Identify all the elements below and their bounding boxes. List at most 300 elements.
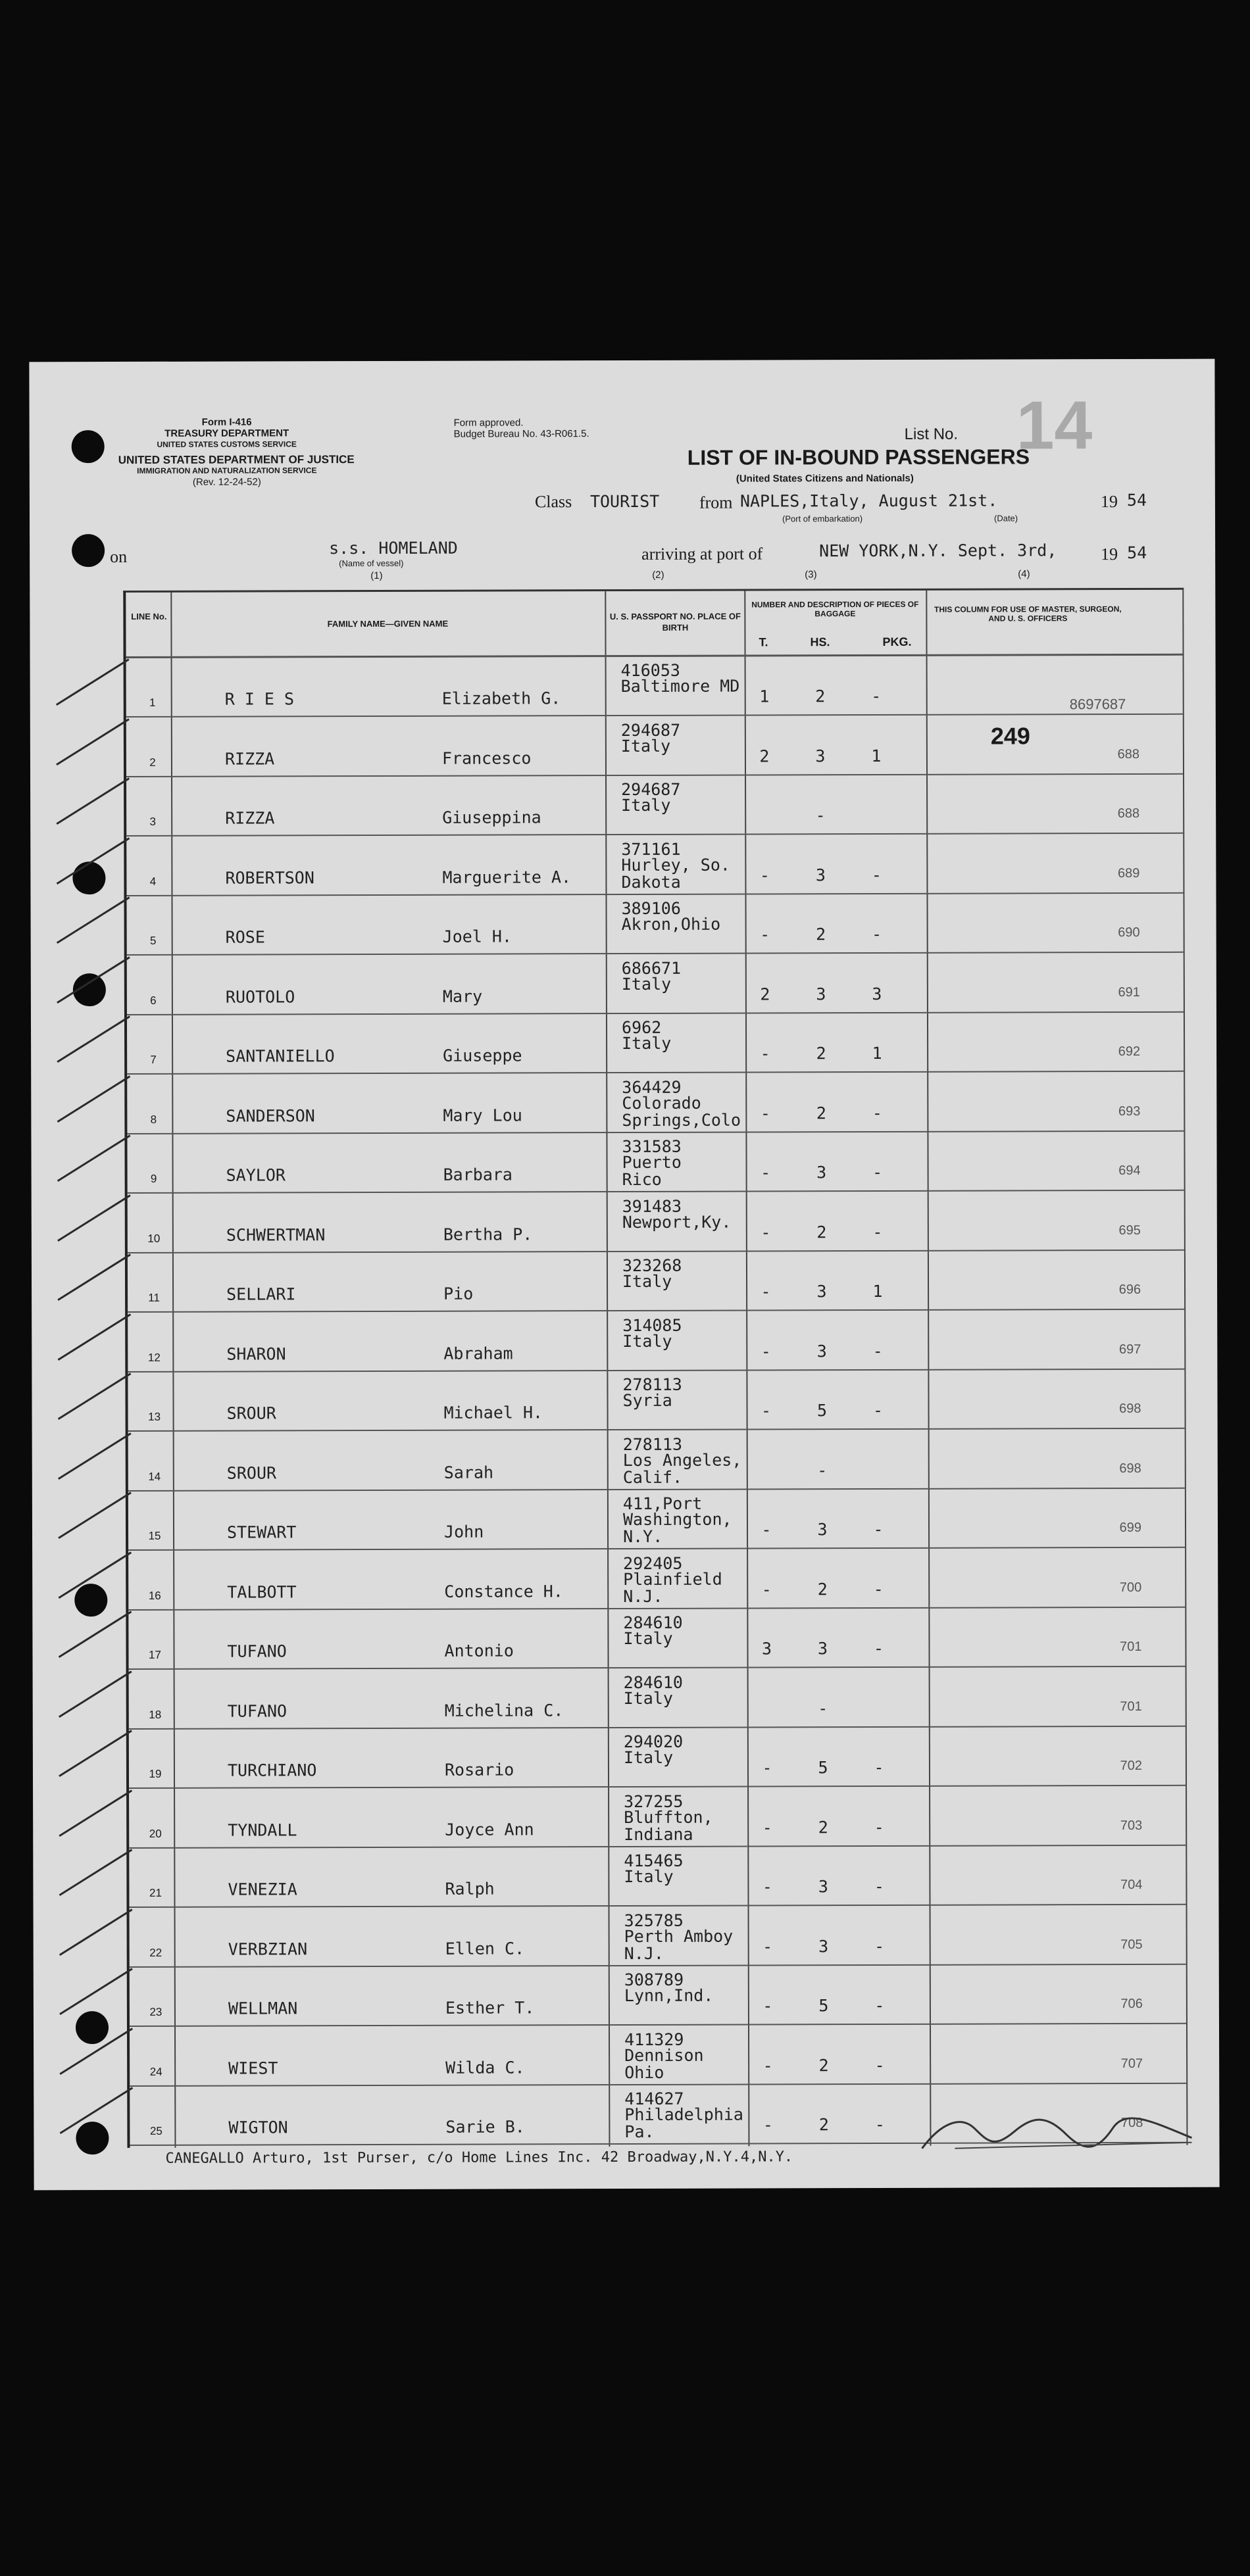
year-value: 54 — [1127, 543, 1147, 562]
class-value: TOURIST — [589, 491, 660, 512]
check-mark — [59, 1908, 133, 1956]
form-block — [118, 416, 355, 488]
table-row — [126, 894, 1183, 956]
page-title: LIST OF IN-BOUND PASSENGERS — [687, 445, 1030, 470]
passport-number: 327255 — [624, 1791, 684, 1811]
place-of-birth: Los Angeles, — [622, 1450, 742, 1470]
family-name: TURCHIANO — [227, 1761, 317, 1780]
place-of-birth-cont: Dakota — [621, 872, 681, 892]
place-of-birth: Newport,Ky. — [622, 1212, 732, 1232]
bag-trunks: - — [762, 1817, 772, 1837]
given-name: Elizabeth G. — [441, 689, 561, 708]
line-number: 11 — [148, 1291, 160, 1304]
bag-trunks: - — [762, 2055, 773, 2075]
bag-trunks: - — [761, 1222, 771, 1242]
given-name: Wilda C. — [445, 2057, 525, 2078]
bag-trunks: - — [761, 1520, 772, 1540]
place-of-birth: Italy — [622, 1331, 672, 1351]
bag-packages: - — [874, 1995, 885, 2016]
header-line-no: LINE No. — [131, 611, 167, 621]
place-of-birth: Italy — [622, 1271, 672, 1292]
bag-hand-suitcases: 5 — [816, 1401, 828, 1421]
line-number: 5 — [149, 934, 157, 947]
pencil-marks — [29, 359, 1214, 362]
table-row — [127, 1072, 1184, 1134]
family-name: WIGTON — [228, 2118, 288, 2137]
bag-trunks: - — [760, 1103, 770, 1123]
passport-number: 389106 — [621, 898, 681, 919]
check-mark — [57, 1194, 131, 1242]
bag-trunks: - — [762, 1996, 773, 2016]
place-of-birth-cont: N.Y. — [623, 1526, 663, 1547]
passport-number: 414627 — [624, 2089, 684, 2109]
place-of-birth-cont: Indiana — [624, 1824, 693, 1844]
given-name: Pio — [443, 1284, 474, 1303]
family-name: TUFANO — [227, 1641, 287, 1661]
family-name: R I E S — [224, 689, 295, 709]
place-of-birth-cont: N.J. — [623, 1586, 663, 1606]
bag-trunks: - — [760, 925, 770, 944]
bag-packages: - — [872, 1222, 883, 1242]
officer-number: 691 — [1118, 984, 1140, 1000]
header-officers: THIS COLUMN FOR USE OF MASTER, SURGEON, AND U. S. OFFICERS — [934, 604, 1122, 623]
bag-packages: 1 — [871, 746, 882, 766]
approval-line: Form approved. — [453, 417, 524, 429]
place-of-birth: Puerto — [622, 1152, 682, 1173]
list-no-label: List No. — [904, 425, 959, 443]
family-name: SELLARI — [226, 1284, 296, 1304]
family-name: VENEZIA — [228, 1880, 297, 1899]
given-name: Marguerite A. — [442, 867, 572, 887]
bag-hand-suitcases: 2 — [816, 1103, 826, 1123]
family-name: RUOTOLO — [225, 986, 295, 1007]
place-of-birth: Syria — [622, 1390, 672, 1411]
line-number: 14 — [148, 1470, 161, 1483]
check-mark — [57, 1075, 131, 1123]
header-name: FAMILY NAME—GIVEN NAME — [327, 618, 449, 629]
passport-number: 278113 — [622, 1434, 683, 1454]
passport-number: 292405 — [623, 1553, 683, 1573]
officer-number: 701 — [1120, 1699, 1142, 1714]
treasury-dept: TREASURY DEPARTMENT — [164, 427, 289, 439]
family-name: SCHWERTMAN — [226, 1225, 326, 1245]
check-mark — [59, 1670, 132, 1718]
given-name: Mary Lou — [443, 1105, 522, 1125]
given-name: Joel H. — [442, 927, 512, 946]
passport-number: 314085 — [622, 1315, 682, 1335]
place-of-birth: Italy — [621, 974, 672, 994]
family-name: RIZZA — [224, 748, 275, 769]
purser-footer: CANEGALLO Arturo, 1st Purser, c/o Home Lines Inc. 42 Broadway,N.Y.4,N.Y. — [165, 2149, 793, 2167]
header-bag-t: T. — [759, 635, 768, 649]
place-of-birth: Italy — [623, 1688, 673, 1708]
table-row — [129, 1667, 1186, 1729]
bag-packages: - — [871, 865, 882, 885]
check-mark — [59, 1789, 132, 1837]
line-number: 4 — [149, 875, 157, 888]
bag-packages: - — [872, 1162, 883, 1182]
place-of-birth: Plainfield — [623, 1569, 722, 1589]
family-name: WELLMAN — [228, 1999, 298, 2018]
header-bag-pkg: PKG. — [882, 635, 912, 648]
passport-number: 294687 — [621, 779, 681, 800]
given-name: Constance H. — [444, 1581, 563, 1601]
officer-number: 690 — [1118, 925, 1140, 940]
stamp-number: 249 — [990, 722, 1030, 750]
family-name: SANDERSON — [226, 1106, 315, 1126]
line-number: 2 — [149, 756, 156, 769]
passport-number: 325785 — [624, 1910, 684, 1930]
line-number: 3 — [149, 815, 156, 828]
passport-number: 323268 — [622, 1255, 682, 1276]
passport-number: 278113 — [622, 1374, 682, 1395]
check-mark — [59, 1968, 133, 2015]
check-mark — [59, 1730, 132, 1777]
place-of-birth-cont: Calif. — [622, 1467, 683, 1487]
check-mark — [58, 1373, 132, 1420]
place-of-birth-cont: Springs,Colo — [622, 1110, 741, 1130]
from-label: from — [699, 493, 733, 512]
family-name: WIEST — [228, 2058, 278, 2078]
place-of-birth: Italy — [622, 1033, 672, 1054]
arriving-label: arriving at port of — [641, 544, 763, 564]
line-number: 13 — [148, 1410, 161, 1423]
check-mark — [57, 1015, 130, 1063]
check-mark — [58, 1313, 132, 1361]
from-value: NAPLES,Italy, August 21st. — [739, 491, 998, 511]
line-number: 16 — [148, 1589, 161, 1602]
officer-number: 703 — [1120, 1818, 1143, 1833]
given-name: John — [443, 1522, 484, 1542]
bag-hand-suitcases: 2 — [817, 1579, 828, 1599]
port-embarkation-caption: (Port of embarkation) — [782, 514, 863, 524]
bag-packages: 1 — [872, 1043, 882, 1063]
officer-number: 705 — [1120, 1937, 1143, 1952]
check-mark — [56, 658, 130, 706]
form-revision: (Rev. 12-24-52) — [192, 476, 261, 488]
table-row — [128, 1310, 1184, 1372]
family-name: RIZZA — [225, 808, 275, 828]
check-mark — [57, 1134, 131, 1182]
place-of-birth: Hurley, So. — [621, 855, 730, 875]
list-number: 14 — [1016, 387, 1093, 464]
table-row — [126, 834, 1183, 896]
officer-number: 688 — [1117, 806, 1140, 821]
ins-service: IMMIGRATION AND NATURALIZATION SERVICE — [137, 466, 317, 475]
punch-hole — [72, 534, 105, 567]
officer-number: 700 — [1119, 1580, 1142, 1595]
officer-number: 706 — [1120, 1996, 1143, 2012]
table-row — [130, 1905, 1186, 1967]
arrival-value: NEW YORK,N.Y. Sept. 3rd, — [819, 541, 1057, 561]
bag-hand-suitcases: 3 — [816, 1163, 827, 1182]
line-number: 20 — [149, 1827, 162, 1840]
line-number: 15 — [148, 1529, 161, 1542]
vessel-caption: (Name of vessel) — [339, 558, 404, 569]
place-of-birth: Colorado — [622, 1093, 701, 1113]
given-name: Rosario — [444, 1760, 514, 1780]
place-of-birth: Italy — [623, 1628, 673, 1649]
table-row — [128, 1251, 1184, 1313]
given-name: Barbara — [443, 1165, 512, 1184]
bag-trunks: - — [762, 1877, 773, 1897]
column-marker: (4) — [1018, 568, 1030, 580]
bag-packages: - — [874, 2114, 885, 2135]
justice-dept: UNITED STATES DEPARTMENT OF JUSTICE — [118, 453, 355, 467]
bag-packages: - — [872, 924, 882, 944]
family-name: STEWART — [226, 1522, 297, 1542]
bag-trunks: - — [762, 2115, 773, 2135]
line-number: 21 — [149, 1886, 162, 1899]
bag-hand-suitcases: 3 — [818, 1936, 829, 1956]
passport-number: 284610 — [623, 1613, 683, 1633]
family-name: TYNDALL — [228, 1820, 297, 1840]
punch-hole — [72, 430, 105, 463]
officer-number: 704 — [1120, 1877, 1143, 1893]
table-row — [128, 1548, 1185, 1610]
line-number: 19 — [149, 1767, 162, 1780]
table-row — [128, 1191, 1184, 1253]
given-name: Bertha P. — [443, 1224, 533, 1244]
family-name: SANTANIELLO — [226, 1046, 335, 1066]
check-mark — [59, 1611, 132, 1658]
bag-packages: - — [873, 1519, 884, 1540]
line-number: 9 — [150, 1172, 157, 1185]
bag-hand-suitcases: 3 — [816, 1282, 827, 1301]
bag-trunks: 2 — [760, 984, 770, 1004]
bag-packages: - — [874, 1817, 884, 1837]
page-subtitle: (United States Citizens and Nationals) — [736, 472, 914, 485]
table-row — [128, 1429, 1185, 1491]
bag-trunks: - — [760, 1044, 770, 1063]
check-mark — [58, 1492, 132, 1539]
bag-packages: - — [873, 1579, 884, 1599]
punch-hole — [74, 1584, 107, 1616]
bag-trunks: - — [761, 1579, 772, 1599]
bag-hand-suitcases: 2 — [818, 1817, 828, 1837]
bag-packages: - — [872, 1103, 882, 1123]
given-name: Ralph — [445, 1879, 495, 1899]
line-number: 22 — [149, 1946, 162, 1959]
given-name: Sarie B. — [445, 2117, 525, 2137]
check-mark — [56, 718, 130, 766]
place-of-birth: Lynn,Ind. — [624, 1985, 714, 2006]
line-number: 23 — [149, 2005, 162, 2018]
passport-number: 416053 — [620, 660, 680, 681]
table-row — [128, 1489, 1185, 1551]
bag-hand-suitcases: 2 — [815, 687, 826, 706]
column-marker: (3) — [805, 569, 817, 581]
officer-number: 701 — [1120, 1639, 1142, 1655]
bag-packages: - — [872, 1341, 883, 1361]
given-name: Mary — [442, 986, 483, 1006]
bag-hand-suitcases: - — [815, 806, 826, 825]
bag-packages: - — [874, 1757, 884, 1778]
given-name: Michael H. — [443, 1403, 543, 1422]
bag-hand-suitcases: 3 — [818, 1877, 829, 1897]
bag-packages: - — [872, 1400, 884, 1421]
on-label: on — [110, 547, 128, 567]
given-name: Giuseppe — [443, 1046, 522, 1065]
bag-packages: - — [873, 1638, 884, 1659]
bag-packages: - — [871, 686, 882, 706]
passport-number: 415465 — [624, 1851, 684, 1871]
bag-hand-suitcases: 5 — [818, 1758, 828, 1778]
year-label: 19 — [1100, 492, 1118, 512]
passport-number: 371161 — [621, 839, 681, 859]
officer-number: 698 — [1119, 1401, 1141, 1417]
place-of-birth: Dennison — [624, 2045, 704, 2065]
check-mark — [57, 896, 130, 944]
officer-number: 707 — [1120, 2056, 1143, 2071]
passport-number: 391483 — [622, 1196, 682, 1216]
line-number: 25 — [149, 2124, 162, 2137]
table-row — [126, 656, 1183, 717]
family-name: TUFANO — [227, 1701, 288, 1721]
family-name: SROUR — [226, 1463, 277, 1483]
given-name: Abraham — [443, 1343, 513, 1363]
signature — [915, 2102, 1205, 2162]
line-number: 17 — [149, 1648, 161, 1661]
place-of-birth: Akron,Ohio — [621, 914, 721, 935]
table-row — [128, 1608, 1185, 1670]
officer-number: 688 — [1117, 746, 1139, 762]
officer-number: 692 — [1118, 1044, 1141, 1059]
bag-hand-suitcases: 2 — [816, 925, 826, 944]
table-row — [128, 1370, 1184, 1432]
place-of-birth: Italy — [624, 1866, 674, 1887]
passenger-table — [123, 588, 1188, 2148]
family-name: SROUR — [226, 1403, 276, 1423]
bag-hand-suitcases: - — [817, 1460, 828, 1480]
header-passport: U. S. PASSPORT NO. PLACE OF BIRTH — [609, 611, 741, 633]
officer-number: 689 — [1118, 865, 1140, 881]
check-mark — [56, 777, 130, 825]
given-name: Joyce Ann — [445, 1819, 534, 1839]
given-name: Antonio — [444, 1641, 514, 1661]
line-number: 12 — [147, 1351, 161, 1364]
passport-number: 294687 — [620, 720, 681, 740]
place-of-birth-cont: Pa. — [624, 2122, 655, 2142]
given-name: Michelina C. — [444, 1700, 564, 1720]
given-name: Sarah — [443, 1463, 494, 1482]
vessel-name: s.s. HOMELAND — [329, 538, 458, 558]
officer-number: 697 — [1118, 1342, 1141, 1357]
punch-hole — [76, 2122, 109, 2154]
passport-number: 6962 — [621, 1017, 662, 1038]
year-value: 54 — [1126, 490, 1147, 510]
bag-packages: - — [874, 1876, 885, 1897]
check-mark — [58, 1432, 132, 1480]
punch-hole — [76, 2011, 109, 2044]
bag-trunks: - — [762, 1936, 773, 1956]
bag-trunks: - — [759, 865, 770, 885]
bag-trunks: - — [761, 1282, 771, 1301]
family-name: SAYLOR — [226, 1165, 286, 1185]
family-name: ROSE — [225, 927, 265, 947]
passport-number: 364429 — [622, 1077, 682, 1097]
check-mark — [59, 1849, 133, 1896]
bag-trunks: - — [762, 1758, 772, 1778]
bag-hand-suitcases: 3 — [815, 746, 826, 766]
place-of-birth: Bluffton, — [624, 1807, 713, 1827]
budget-bureau-line: Budget Bureau No. 43-R061.5. — [453, 428, 589, 440]
bag-trunks: 2 — [759, 746, 770, 766]
place-of-birth-cont: N.J. — [624, 1943, 664, 1963]
bag-hand-suitcases: 3 — [815, 865, 826, 885]
header-bag-hs: HS. — [810, 635, 830, 649]
place-of-birth: Philadelphia — [624, 2104, 744, 2125]
year-label: 19 — [1101, 545, 1118, 564]
passport-number: 294020 — [623, 1732, 684, 1752]
bag-trunks: - — [761, 1341, 771, 1361]
passport-number: 284610 — [623, 1672, 683, 1692]
officer-number: 708 — [1120, 2115, 1143, 2131]
table-row — [127, 953, 1184, 1015]
line-number: 8 — [150, 1113, 157, 1126]
officer-number: 695 — [1118, 1223, 1141, 1238]
customs-service: UNITED STATES CUSTOMS SERVICE — [157, 439, 297, 449]
line-number: 1 — [149, 696, 156, 709]
table-row — [127, 1132, 1184, 1194]
punch-hole — [72, 862, 105, 894]
passport-number: 411329 — [624, 2029, 684, 2049]
bag-hand-suitcases: - — [818, 1698, 828, 1718]
form-number: Form I-416 — [201, 416, 252, 428]
place-of-birth: Baltimore MD — [620, 676, 740, 696]
bag-packages: - — [874, 2055, 885, 2075]
family-name: VERBZIAN — [228, 1939, 308, 1959]
bag-hand-suitcases: 2 — [816, 1044, 826, 1063]
passport-number: 308789 — [624, 1970, 684, 1990]
table-row — [130, 1965, 1186, 2027]
place-of-birth: Italy — [621, 795, 671, 815]
table-row — [129, 1727, 1186, 1789]
table-row — [127, 1013, 1184, 1075]
class-label: Class — [534, 492, 572, 512]
officer-number: 698 — [1119, 1461, 1141, 1476]
bag-hand-suitcases: 2 — [818, 2115, 829, 2135]
place-of-birth-cont: Rico — [622, 1169, 662, 1190]
bag-hand-suitcases: 3 — [817, 1639, 828, 1659]
bag-trunks: 1 — [759, 687, 770, 706]
date-caption: (Date) — [993, 513, 1018, 523]
bag-packages: 1 — [872, 1281, 883, 1301]
family-name: SHARON — [226, 1344, 286, 1364]
bag-hand-suitcases: 3 — [816, 984, 826, 1004]
bag-hand-suitcases: 2 — [818, 2055, 829, 2075]
given-name: Francesco — [441, 748, 532, 768]
table-row — [129, 1846, 1186, 1908]
bag-trunks: - — [761, 1163, 771, 1182]
column-marker: (1) — [370, 570, 383, 582]
check-mark — [57, 1253, 131, 1301]
given-name: Esther T. — [445, 1998, 535, 2018]
officer-number: 696 — [1118, 1282, 1141, 1298]
table-row — [130, 2024, 1186, 2086]
table-row — [129, 1786, 1186, 1848]
place-of-birth: Italy — [623, 1747, 674, 1768]
approval-block — [454, 417, 589, 440]
row1-extra-number: 8697687 — [1069, 696, 1126, 713]
bag-hand-suitcases: 2 — [816, 1222, 827, 1242]
officer-number: 702 — [1120, 1758, 1142, 1774]
line-number: 10 — [147, 1232, 161, 1245]
passport-number: 331583 — [622, 1136, 682, 1157]
place-of-birth: Italy — [620, 736, 671, 756]
bag-packages: 3 — [872, 984, 882, 1004]
line-number: 7 — [150, 1053, 157, 1066]
